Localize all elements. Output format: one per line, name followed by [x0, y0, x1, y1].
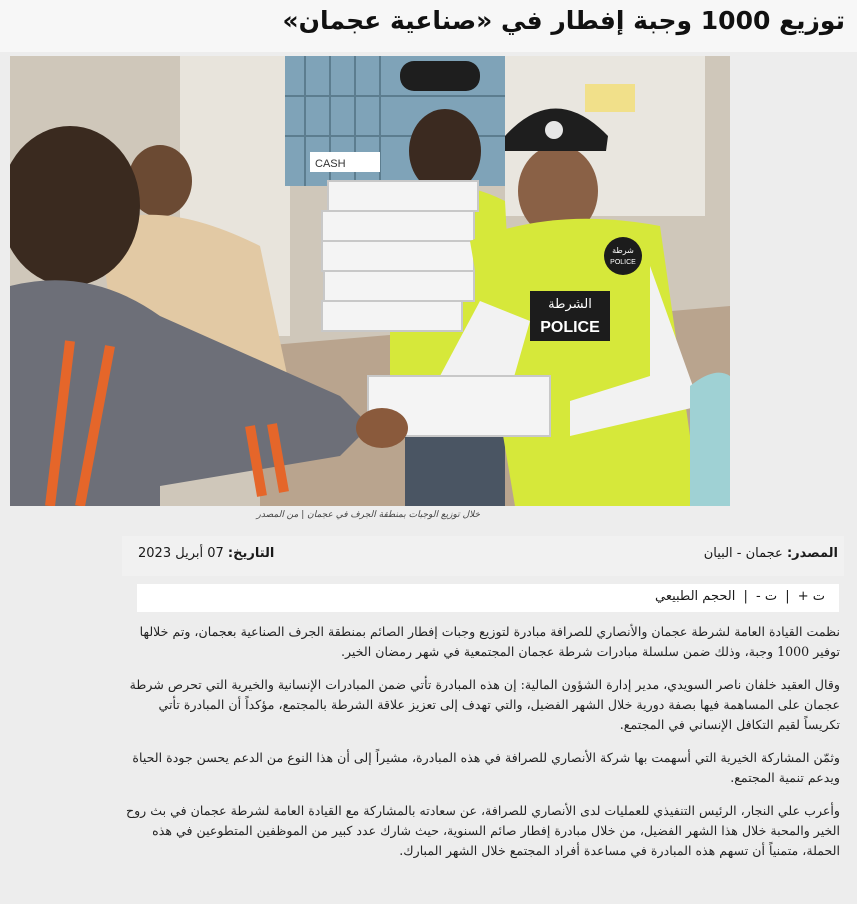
date-value: 07 أبريل 2023: [138, 546, 224, 561]
headline-bar: [0, 0, 857, 52]
article-source: [704, 546, 838, 561]
font-separator: |: [743, 589, 748, 604]
article-body: [122, 622, 840, 874]
badge-police: POLICE: [610, 259, 636, 266]
vest-police-label: POLICE: [540, 319, 600, 336]
article-paragraph: وأعرب علي النجار، الرئيس التنفيذي للعمليات لدى الأنصاري للصرافة، عن سعادته بالمشاركة مع القيادة العامة لشرطة عجمان في بث روح الخير والمحبة خلال هذا الشهر الفضيل، من خلال مبادرة إفطار صائم السنوية، حيث شارك عدد كبير من الموظفين المتطوعين في هذه الحملة، متمنياً أن تسهم هذه المبادرة في مساعدة أفراد المجتمع خلال الشهر المبارك.: [125, 803, 840, 858]
font-increase-button[interactable]: ت +: [797, 589, 825, 604]
photo-caption: خلال توزيع الوجبات بمنطقة الجرف في عجمان | من المصدر: [256, 510, 480, 520]
font-normal-button[interactable]: الحجم الطبيعي: [654, 589, 736, 604]
badge-arabic: شرطة: [612, 246, 634, 255]
font-decrease-button[interactable]: ت -: [756, 589, 778, 604]
photo-sign-text: CASH: [315, 158, 346, 170]
vest-arabic-label: الشرطة: [548, 297, 592, 312]
source-label: المصدر:: [786, 546, 838, 561]
article-headline: توزيع 1000 وجبة إفطار في «صناعية عجمان»: [282, 6, 845, 35]
source-value: عجمان - البيان: [703, 546, 783, 561]
font-separator: |: [785, 589, 790, 604]
article-paragraph: وقال العقيد خلفان ناصر السويدي، مدير إدارة الشؤون المالية: إن هذه المبادرة تأتي ضمن المبادرات الإنسانية والخيرية التي تحرص شرطة عجمان على المساهمة فيها بصفة دورية خلال الشهر الفضيل، والتي تهدف إلى تعزيز علاقة الشرطة بالمجتمع، مؤكداً أن المبادرة تأتي تكريساً لقيم التكافل الإنساني في المجتمع.: [129, 677, 840, 732]
article-date: [138, 546, 274, 561]
date-label: التاريخ:: [227, 546, 275, 561]
article-photo: [10, 56, 730, 506]
article-paragraph: وثمّن المشاركة الخيرية التي أسهمت بها شركة الأنصاري للصرافة في هذه المبادرة، مشيراً إلى أن هذا النوع من الدعم يحسن جودة الحياة ويدعم تنمية المجتمع.: [132, 750, 840, 785]
font-size-toolbar: [137, 584, 839, 612]
article-paragraph: نظمت القيادة العامة لشرطة عجمان والأنصاري للصرافة مبادرة لتوزيع وجبات إفطار الصائم بمنطقة الجرف الصناعية بعجمان، وتم خلالها توفير 1000 وجبة، وذلك ضمن سلسلة مبادرات شرطة عجمان المجتمعية في شهر رمضان الخير.: [139, 624, 840, 659]
article-meta: [122, 536, 844, 576]
